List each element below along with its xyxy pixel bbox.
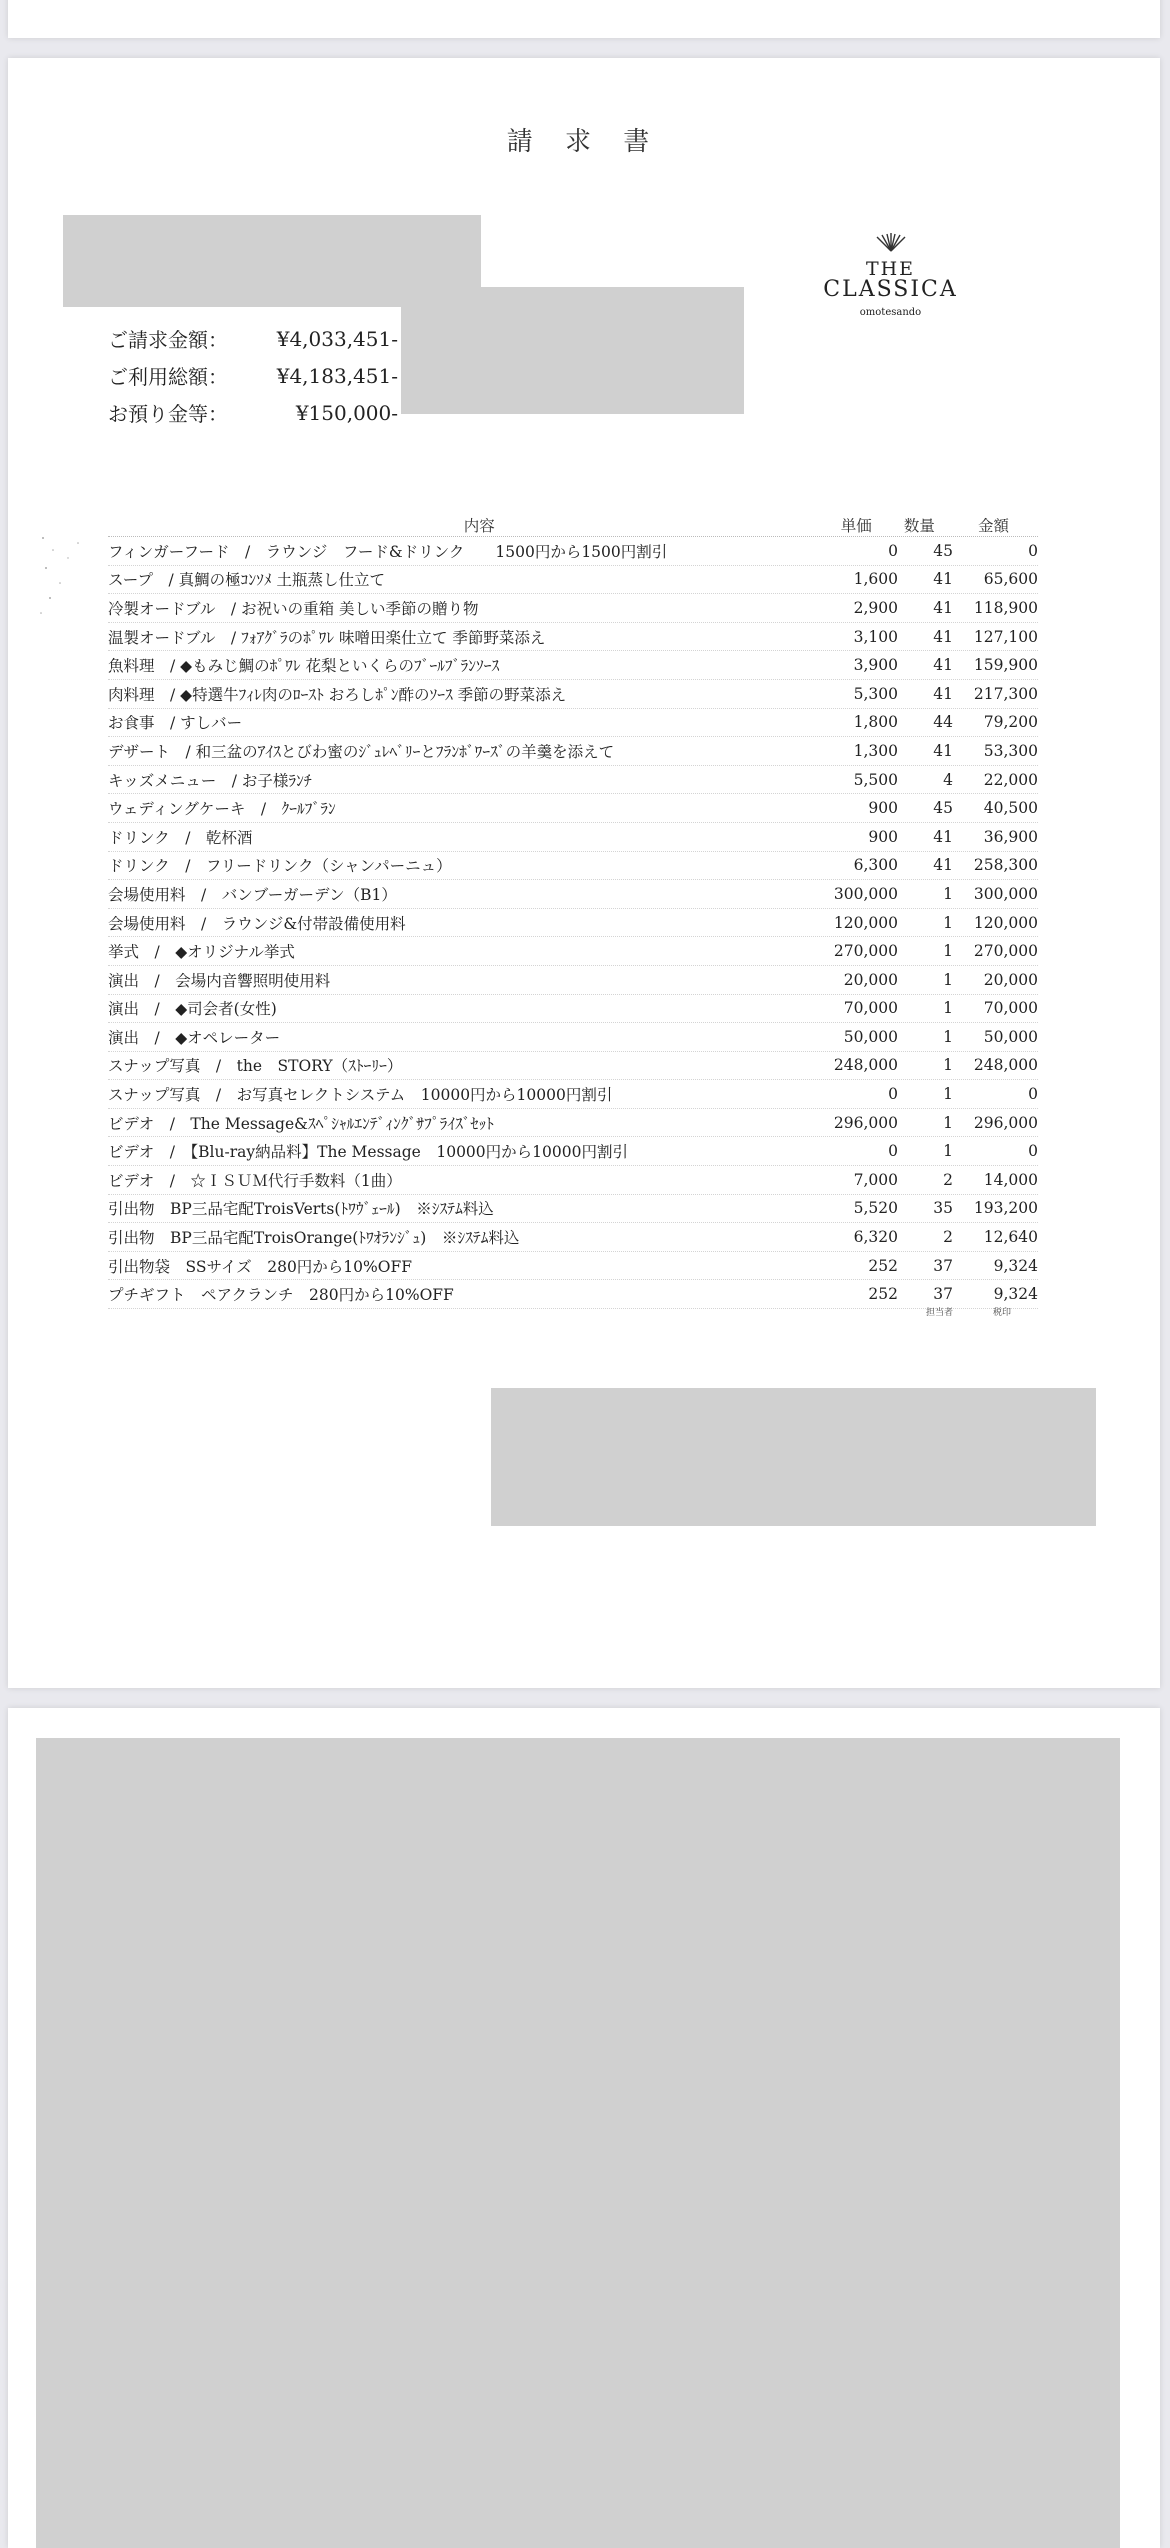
- summary-label: お預り金等：: [108, 402, 228, 426]
- logo-text-classica: CLASSICA: [823, 277, 958, 302]
- item-description: 演出 / ◆司会者(女性): [108, 1000, 277, 1019]
- item-unit-price: 0: [888, 1085, 898, 1104]
- table-row: [108, 537, 1038, 566]
- table-header: [108, 508, 1038, 537]
- item-unit-price: 252: [868, 1256, 898, 1275]
- item-unit-price: 0: [888, 541, 898, 560]
- next-page-sheet: [8, 1708, 1160, 2548]
- item-description: デザート / 和三盆のｱｲｽとびわ蜜のｼﾞｭﾚﾍﾞﾘｰとﾌﾗﾝﾎﾞﾜｰｽﾞの羊羹を添えて: [108, 742, 615, 761]
- item-amount: 258,300: [973, 856, 1038, 875]
- item-description: プチギフト ペアクランチ 280円から10%OFF: [108, 1286, 454, 1305]
- item-quantity: 41: [933, 827, 953, 846]
- table-row: [108, 1252, 1038, 1281]
- table-row: [108, 766, 1038, 795]
- item-amount: 0: [1028, 1142, 1038, 1161]
- logo-text-the: THE: [865, 258, 916, 280]
- table-row: [108, 1080, 1038, 1109]
- item-amount: 127,100: [973, 627, 1038, 646]
- item-quantity: 41: [933, 856, 953, 875]
- item-unit-price: 70,000: [843, 999, 898, 1018]
- item-unit-price: 3,100: [853, 627, 898, 646]
- item-description: 演出 / 会場内音響照明使用料: [108, 971, 331, 990]
- item-amount: 217,300: [973, 684, 1038, 703]
- item-quantity: 1: [943, 884, 953, 903]
- item-description: 演出 / ◆オペレーター: [108, 1028, 281, 1047]
- item-quantity: 1: [943, 1142, 953, 1161]
- item-unit-price: 900: [868, 827, 898, 846]
- summary-label: ご請求金額：: [108, 328, 228, 352]
- header-quantity: 数量: [903, 517, 935, 535]
- table-row: [108, 909, 1038, 938]
- item-amount: 0: [1028, 541, 1038, 560]
- item-unit-price: 20,000: [843, 970, 898, 989]
- stamp-label-staff: 担当者: [926, 1308, 954, 1318]
- crown-icon: [873, 233, 909, 253]
- item-unit-price: 7,000: [853, 1170, 898, 1189]
- scan-noise: [38, 528, 98, 628]
- table-row: [108, 852, 1038, 881]
- item-quantity: 45: [933, 541, 953, 560]
- table-body: [108, 537, 1038, 1309]
- table-row: [108, 995, 1038, 1024]
- table-row: [108, 651, 1038, 680]
- stamp-label-tax: 税印: [993, 1308, 1012, 1318]
- item-quantity: 1: [943, 999, 953, 1018]
- item-description: 肉料理 / ◆特選牛ﾌｨﾚ肉のﾛｰｽﾄ おろしﾎﾟﾝ酢のｿｰｽ 季節の野菜添え: [108, 685, 567, 704]
- redacted-area-footer: [491, 1388, 1096, 1526]
- item-description: ビデオ / ☆ＩＳＵＭ代行手数料（1曲）: [108, 1171, 402, 1190]
- item-quantity: 37: [933, 1256, 953, 1275]
- item-unit-price: 248,000: [833, 1056, 898, 1075]
- item-quantity: 41: [933, 656, 953, 675]
- summary-deposit: [108, 394, 398, 431]
- summary-label: ご利用総額：: [108, 365, 228, 389]
- item-amount: 40,500: [983, 799, 1038, 818]
- item-amount: 9,324: [993, 1285, 1038, 1304]
- table-row: [108, 1023, 1038, 1052]
- item-amount: 70,000: [983, 999, 1038, 1018]
- item-quantity: 1: [943, 1027, 953, 1046]
- item-description: 引出物 BP三品宅配TroisVerts(ﾄﾜｳﾞｪｰﾙ) ※ｼｽﾃﾑ料込: [108, 1200, 494, 1219]
- summary-value: ¥4,183,451-: [276, 363, 398, 388]
- table-row: [108, 594, 1038, 623]
- table-row: [108, 937, 1038, 966]
- item-unit-price: 300,000: [833, 884, 898, 903]
- table-row: [108, 566, 1038, 595]
- item-description: キッズメニュー / お子様ﾗﾝﾁ: [108, 771, 312, 790]
- previous-page-sheet: [8, 0, 1160, 38]
- item-amount: 9,324: [993, 1256, 1038, 1275]
- table-row: [108, 737, 1038, 766]
- item-quantity: 44: [933, 713, 953, 732]
- item-amount: 159,900: [973, 656, 1038, 675]
- item-amount: 296,000: [973, 1113, 1038, 1132]
- item-unit-price: 120,000: [833, 913, 898, 932]
- item-amount: 118,900: [973, 598, 1038, 617]
- item-description: スナップ写真 / お写真セレクトシステム 10000円から10000円割引: [108, 1086, 613, 1105]
- table-row: [108, 680, 1038, 709]
- redacted-area-address: [401, 287, 744, 414]
- item-description: 魚料理 / ◆もみじ鯛のﾎﾟﾜﾚ 花梨といくらのﾌﾞｰﾙﾌﾞﾗﾝｿｰｽ: [108, 657, 500, 676]
- item-amount: 193,200: [973, 1199, 1038, 1218]
- item-amount: 120,000: [973, 913, 1038, 932]
- table-row: [108, 623, 1038, 652]
- table-row: [108, 1280, 1038, 1309]
- item-description: 冷製オードブル / お祝いの重箱 美しい季節の贈り物: [108, 599, 479, 618]
- item-quantity: 41: [933, 741, 953, 760]
- item-amount: 36,900: [983, 827, 1038, 846]
- table-row: [108, 1195, 1038, 1224]
- item-description: 温製オードブル / ﾌｫｱｸﾞﾗのﾎﾟﾜﾚ 味噌田楽仕立て 季節野菜添え: [108, 628, 546, 647]
- table-row: [108, 1109, 1038, 1138]
- table-row: [108, 966, 1038, 995]
- item-unit-price: 270,000: [833, 942, 898, 961]
- item-description: フィンガーフード / ラウンジ フード&ドリンク 1500円から1500円割引: [108, 542, 668, 561]
- table-row: [108, 823, 1038, 852]
- item-amount: 0: [1028, 1085, 1038, 1104]
- item-amount: 270,000: [973, 942, 1038, 961]
- item-quantity: 41: [933, 627, 953, 646]
- stamp-labels: [926, 1305, 1011, 1318]
- item-amount: 300,000: [973, 884, 1038, 903]
- item-quantity: 1: [943, 913, 953, 932]
- item-amount: 14,000: [983, 1170, 1038, 1189]
- item-quantity: 4: [943, 770, 953, 789]
- item-quantity: 41: [933, 570, 953, 589]
- item-amount: 12,640: [983, 1228, 1038, 1247]
- item-description: スナップ写真 / the STORY（ｽﾄｰﾘｰ）: [108, 1057, 403, 1076]
- table-row: [108, 880, 1038, 909]
- header-description: 内容: [463, 517, 495, 535]
- item-description: ウェディングケーキ / ｸｰﾙﾌﾞﾗﾝ: [108, 800, 336, 819]
- item-quantity: 41: [933, 598, 953, 617]
- item-unit-price: 6,320: [853, 1228, 898, 1247]
- item-unit-price: 3,900: [853, 656, 898, 675]
- item-quantity: 35: [933, 1199, 953, 1218]
- item-unit-price: 900: [868, 799, 898, 818]
- item-unit-price: 1,300: [853, 741, 898, 760]
- item-description: 会場使用料 / バンブーガーデン（B1）: [108, 885, 397, 904]
- item-unit-price: 2,900: [853, 598, 898, 617]
- item-amount: 22,000: [983, 770, 1038, 789]
- header-unit-price: 単価: [840, 517, 872, 535]
- table-row: [108, 1166, 1038, 1195]
- item-description: 引出物 BP三品宅配TroisOrange(ﾄﾜｵﾗﾝｼﾞｭ) ※ｼｽﾃﾑ料込: [108, 1229, 520, 1248]
- item-amount: 65,600: [983, 570, 1038, 589]
- table-row: [108, 709, 1038, 738]
- item-description: 引出物袋 SSサイズ 280円から10%OFF: [108, 1257, 412, 1276]
- item-unit-price: 5,520: [853, 1199, 898, 1218]
- item-quantity: 1: [943, 942, 953, 961]
- header-amount: 金額: [978, 517, 1010, 535]
- item-description: ドリンク / フリードリンク（シャンパーニュ）: [108, 857, 452, 876]
- item-amount: 248,000: [973, 1056, 1038, 1075]
- item-amount: 79,200: [983, 713, 1038, 732]
- item-description: ビデオ / 【Blu-ray納品料】The Message 10000円から10000円割引: [108, 1143, 628, 1162]
- item-unit-price: 50,000: [843, 1027, 898, 1046]
- item-unit-price: 1,600: [853, 570, 898, 589]
- item-description: 挙式 / ◆オリジナル挙式: [108, 943, 295, 962]
- table-row: [108, 1052, 1038, 1081]
- item-quantity: 45: [933, 799, 953, 818]
- table-row: [108, 1223, 1038, 1252]
- venue-logo: [808, 233, 973, 318]
- summary-value: ¥4,033,451-: [276, 326, 398, 351]
- item-quantity: 1: [943, 1056, 953, 1075]
- item-unit-price: 296,000: [833, 1113, 898, 1132]
- item-description: ドリンク / 乾杯酒: [108, 828, 253, 847]
- item-quantity: 2: [943, 1228, 953, 1247]
- item-description: スープ / 真鯛の極ｺﾝｿﾒ 土瓶蒸し仕立て: [108, 571, 386, 590]
- item-unit-price: 5,500: [853, 770, 898, 789]
- item-description: 会場使用料 / ラウンジ&付帯設備使用料: [108, 914, 406, 933]
- document-title: 請 求 書: [506, 127, 662, 157]
- invoice-page: [8, 58, 1160, 1688]
- table-row: [108, 794, 1038, 823]
- item-quantity: 2: [943, 1170, 953, 1189]
- item-description: ビデオ / The Message&ｽﾍﾟｼｬﾙｴﾝﾃﾞｨﾝｸﾞｻﾌﾟﾗｲｽﾞｾｯﾄ: [108, 1114, 494, 1133]
- table-row: [108, 1137, 1038, 1166]
- summary-billed-amount: [108, 320, 398, 357]
- item-unit-price: 1,800: [853, 713, 898, 732]
- item-quantity: 37: [933, 1285, 953, 1304]
- item-quantity: 41: [933, 684, 953, 703]
- item-unit-price: 252: [868, 1285, 898, 1304]
- amount-summary: [108, 320, 398, 431]
- item-amount: 20,000: [983, 970, 1038, 989]
- summary-value: ¥150,000-: [295, 400, 398, 425]
- item-unit-price: 5,300: [853, 684, 898, 703]
- item-quantity: 1: [943, 1113, 953, 1132]
- item-description: お食事 / すしバー: [108, 714, 243, 733]
- item-amount: 50,000: [983, 1027, 1038, 1046]
- item-unit-price: 6,300: [853, 856, 898, 875]
- item-unit-price: 0: [888, 1142, 898, 1161]
- item-quantity: 1: [943, 970, 953, 989]
- redacted-area-next-page: [36, 1738, 1120, 2548]
- line-items-table: [108, 508, 1038, 1309]
- summary-total-usage: [108, 357, 398, 394]
- logo-subtitle: omotesando: [859, 307, 922, 318]
- item-amount: 53,300: [983, 741, 1038, 760]
- item-quantity: 1: [943, 1085, 953, 1104]
